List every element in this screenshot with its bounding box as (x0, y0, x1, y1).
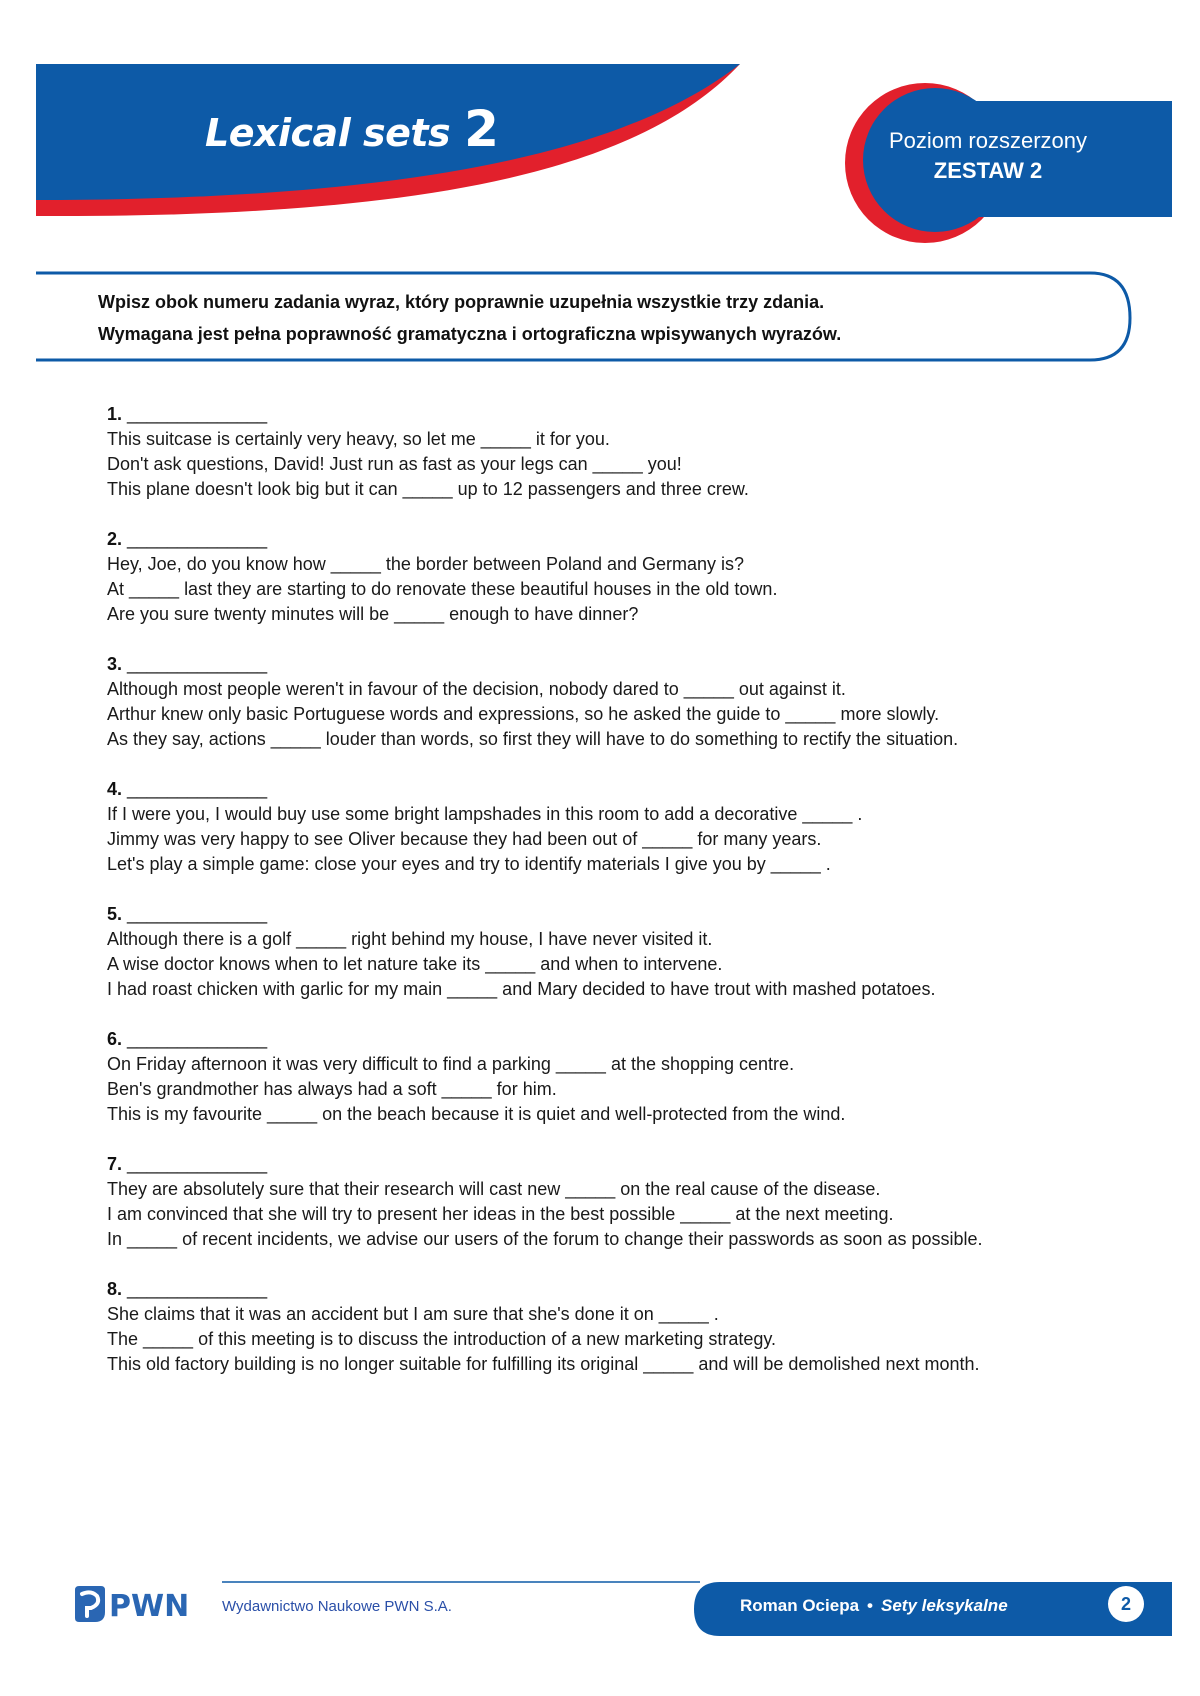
task-number: 3. ______________ (107, 654, 268, 674)
task-number: 8. ______________ (107, 1279, 268, 1299)
page-title (205, 100, 498, 158)
task-sentence: If I were you, I would buy use some bright lampshades in this room to add a decorative _____ . (107, 804, 863, 824)
instructions (98, 286, 1058, 350)
instructions-line-1: Wpisz obok numeru zadania wyraz, który poprawnie uzupełnia wszystkie trzy zdania. (98, 292, 825, 312)
answer-blank: ______________ (127, 779, 268, 799)
instructions-line-2: Wymagana jest pełna poprawność gramatyczna i ortograficzna wpisywanych wyrazów. (98, 324, 842, 344)
answer-blank: ______________ (127, 904, 268, 924)
task-7 (107, 1152, 1107, 1252)
task-5 (107, 902, 1107, 1002)
task-3 (107, 652, 1107, 752)
task-sentence: A wise doctor knows when to let nature take its _____ and when to intervene. (107, 954, 723, 974)
set-label: ZESTAW 2 (933, 158, 1043, 183)
task-sentence: This is my favourite _____ on the beach because it is quiet and well-protected from the wind. (107, 1104, 846, 1124)
publisher-name: Wydawnictwo Naukowe PWN S.A. (222, 1598, 452, 1615)
task-4 (107, 777, 1107, 877)
task-sentence: Although most people weren't in favour of the decision, nobody dared to _____ out against it. (107, 679, 846, 699)
answer-blank: ______________ (127, 1279, 268, 1299)
task-number: 2. ______________ (107, 529, 268, 549)
task-sentence: In _____ of recent incidents, we advise our users of the forum to change their passwords as soon as possible. (107, 1229, 983, 1249)
task-sentence: Ben's grandmother has always had a soft _____ for him. (107, 1079, 557, 1099)
task-list (107, 402, 1107, 1402)
pwn-logo-text: PWN (109, 1589, 190, 1622)
task-1 (107, 402, 1107, 502)
task-number: 5. ______________ (107, 904, 268, 924)
task-sentence: Jimmy was very happy to see Oliver because they had been out of _____ for many years. (107, 829, 822, 849)
task-sentence: Don't ask questions, David! Just run as fast as your legs can _____ you! (107, 454, 682, 474)
task-sentence: At _____ last they are starting to do renovate these beautiful houses in the old town. (107, 579, 778, 599)
task-sentence: The _____ of this meeting is to discuss the introduction of a new marketing strategy. (107, 1329, 777, 1349)
task-number: 1. ______________ (107, 404, 268, 424)
task-sentence: She claims that it was an accident but I am sure that she's done it on _____ . (107, 1304, 719, 1324)
level-label: Poziom rozszerzony (888, 128, 1088, 153)
task-number: 4. ______________ (107, 779, 268, 799)
answer-blank: ______________ (127, 654, 268, 674)
task-sentence: They are absolutely sure that their research will cast new _____ on the real cause of the disease. (107, 1179, 881, 1199)
answer-blank: ______________ (127, 404, 268, 424)
task-sentence: Let's play a simple game: close your eyes and try to identify materials I give you by _____ . (107, 854, 831, 874)
title-text: Lexical sets (205, 111, 451, 155)
answer-blank: ______________ (127, 1029, 268, 1049)
pwn-logo-icon (73, 1586, 191, 1622)
task-sentence: Are you sure twenty minutes will be _____ enough to have dinner? (107, 604, 639, 624)
task-sentence: As they say, actions _____ louder than words, so first they will have to do something to rectify the situation. (107, 729, 959, 749)
task-sentence: This old factory building is no longer suitable for fulfilling its original _____ and will be demolished next month. (107, 1354, 980, 1374)
separator-dot: • (867, 1596, 873, 1615)
task-number: 6. ______________ (107, 1029, 268, 1049)
task-sentence: I am convinced that she will try to present her ideas in the best possible _____ at the next meeting. (107, 1204, 894, 1224)
task-number: 7. ______________ (107, 1154, 268, 1174)
title-number: 2 (464, 100, 499, 158)
task-sentence: Hey, Joe, do you know how _____ the border between Poland and Germany is? (107, 554, 745, 574)
task-sentence: Although there is a golf _____ right behind my house, I have never visited it. (107, 929, 713, 949)
page-number: 2 (1108, 1586, 1144, 1622)
author-name: Roman Ociepa (740, 1596, 860, 1615)
task-sentence: I had roast chicken with garlic for my main _____ and Mary decided to have trout with mashed potatoes. (107, 979, 936, 999)
task-8 (107, 1277, 1107, 1377)
answer-blank: ______________ (127, 1154, 268, 1174)
task-sentence: On Friday afternoon it was very difficult to find a parking _____ at the shopping centre. (107, 1054, 795, 1074)
answer-blank: ______________ (127, 529, 268, 549)
task-sentence: This suitcase is certainly very heavy, so let me _____ it for you. (107, 429, 610, 449)
task-sentence: This plane doesn't look big but it can _____ up to 12 passengers and three crew. (107, 479, 749, 499)
author-series (740, 1596, 1080, 1616)
task-6 (107, 1027, 1107, 1127)
level-badge (868, 128, 1108, 184)
task-sentence: Arthur knew only basic Portuguese words and expressions, so he asked the guide to _____ more slowly. (107, 704, 940, 724)
series-name: Sety leksykalne (881, 1596, 1008, 1615)
task-2 (107, 527, 1107, 627)
